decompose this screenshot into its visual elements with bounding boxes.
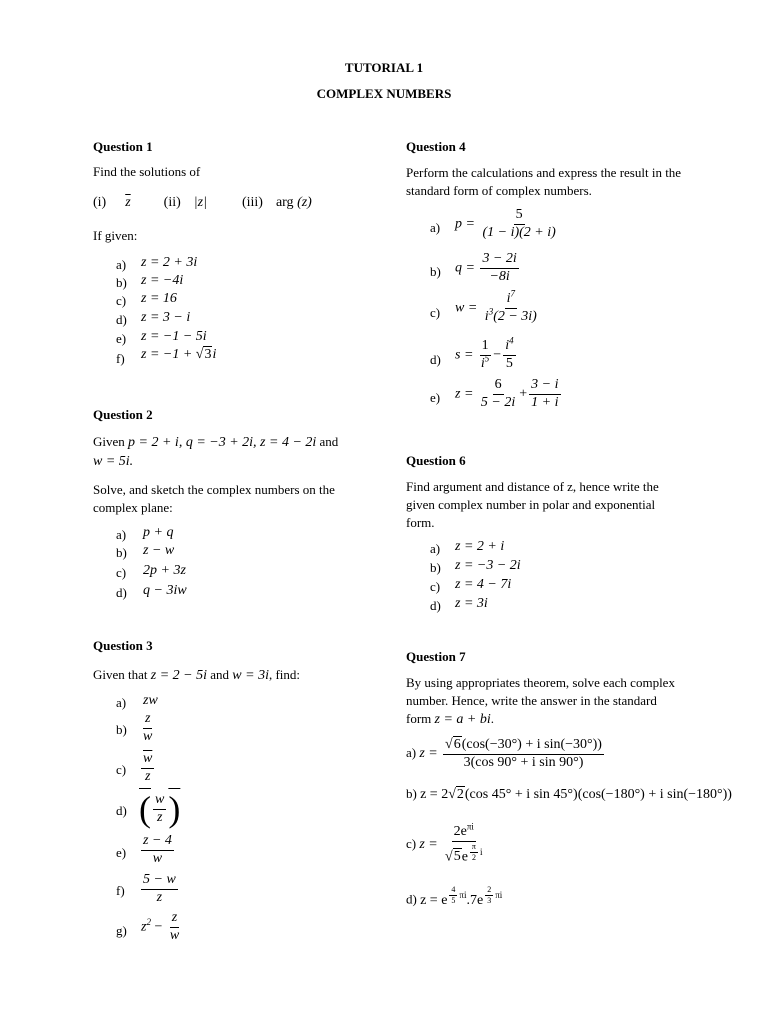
q4-label-d: d): [430, 352, 441, 367]
q1-item-b: z = −4i: [141, 273, 184, 288]
fraction-denominator: 1 + i: [531, 394, 559, 410]
q6-label-b: b): [430, 560, 441, 575]
q1-item-f-prefix: z = −1 +: [141, 347, 196, 362]
q3-label-a: a): [116, 695, 127, 710]
q1-label-e: e): [116, 331, 127, 346]
exponent-numerator: 4: [449, 886, 457, 896]
lhs: q =: [455, 260, 475, 276]
q1-item-f-tail: i: [212, 347, 217, 362]
exponent-numerator: π: [470, 843, 478, 853]
question-2-instruction: Solve, and sketch the complex numbers on the complex plane:: [93, 482, 335, 515]
intro-text: By using appropriates theorem, solve each complex number. Hence, write the answer in the standard form: [406, 675, 675, 726]
fraction-denominator: 5 − 2i: [480, 394, 516, 410]
sqrt-radicand: 2: [456, 787, 464, 802]
denominator-factor: (2 − 3i): [493, 308, 537, 324]
i-base: i: [484, 308, 489, 324]
q1-label-b: b): [116, 275, 127, 290]
question-1-intro: Find the solutions of: [93, 164, 201, 179]
right-paren: ): [168, 789, 181, 829]
question-2-w: w = 5i.: [93, 454, 134, 469]
q3-label-d: d): [116, 803, 127, 818]
given-word: Given: [93, 434, 125, 449]
q3-item-d: [139, 788, 180, 830]
q2-label-b: b): [116, 545, 127, 560]
sqrt-sign: √: [195, 347, 204, 362]
q2-item-b: z − w: [143, 543, 175, 558]
exponent: 7: [510, 288, 516, 299]
lhs: p =: [455, 216, 475, 232]
q1-item-a: z = 2 + 3i: [141, 255, 198, 270]
exponent-i: i: [479, 846, 483, 857]
q1-label-f: f): [116, 351, 125, 366]
q4-item-b: [455, 252, 521, 284]
and-word: and: [319, 434, 339, 449]
exponent: 2: [146, 916, 151, 927]
left-paren: (: [139, 789, 151, 829]
q7-label-b: b): [406, 786, 417, 801]
q2-item-a: p + q: [143, 525, 174, 540]
exponent-pi-i: πi: [459, 889, 467, 900]
z-base: z: [141, 919, 147, 935]
sqrt-radicand: 5: [453, 849, 461, 865]
exponent: 3: [488, 306, 494, 317]
sqrt-radicand: 6: [453, 737, 461, 752]
i-base: i: [505, 338, 510, 353]
question-1-parts: [93, 195, 312, 211]
q6-item-d: z = 3i: [455, 596, 488, 611]
fraction-numerator: 3 − i: [529, 378, 560, 395]
fraction-denominator: −8i: [489, 268, 510, 284]
fraction-numerator: w: [153, 793, 166, 810]
modulus-z: |z|: [193, 195, 207, 210]
z-value: z = 2 − 5i: [150, 668, 207, 683]
question-6-intro: Find argument and distance of z, hence write the given complex number in polar and exponential form.: [406, 479, 659, 530]
q7-item-b: [406, 786, 732, 803]
q1-label-d: d): [116, 312, 127, 327]
q7-item-c: [406, 821, 486, 865]
q4-label-a: a): [430, 220, 441, 235]
q2-item-d: q − 3iw: [143, 583, 187, 598]
q4-label-b: b): [430, 264, 441, 279]
exponent-numerator: 2: [485, 886, 493, 896]
exp-base: e: [461, 849, 468, 865]
period: .: [490, 711, 495, 726]
q7-item-a: [406, 738, 606, 770]
exponent-pi-i: πi: [495, 889, 503, 900]
question-4-heading: Question 4: [406, 139, 466, 154]
q1-item-d: z = 3 − i: [141, 310, 191, 325]
q4-label-c: c): [430, 305, 441, 320]
q6-item-a: z = 2 + i: [455, 539, 505, 554]
fraction-numerator: $\overline{w}$: [141, 752, 154, 769]
q4-item-a: [455, 208, 560, 240]
q6-item-c: z = 4 − 7i: [455, 577, 512, 592]
denominator-polar: 3(cos 90° + i sin 90°): [463, 754, 584, 770]
q4-label-e: e): [430, 390, 441, 405]
fraction-denominator: 5: [505, 355, 513, 371]
w-value: w = 3i: [232, 668, 269, 683]
fraction-numerator: 6: [493, 378, 504, 395]
find-word: , find:: [268, 667, 301, 682]
q3-item-f: [139, 873, 180, 905]
q3-label-e: e): [116, 845, 127, 860]
q3-label-g: g): [116, 923, 127, 938]
sqrt-sign: √: [448, 787, 456, 802]
question-3-given: [93, 666, 300, 685]
fraction-denominator: w: [143, 728, 153, 744]
part-ii-label: (ii): [163, 195, 181, 210]
exponent-denominator: 2: [471, 853, 476, 863]
sqrt-sign: √: [445, 849, 453, 865]
sqrt-sign: √: [445, 737, 453, 752]
q6-item-b: z = −3 − 2i: [455, 558, 521, 573]
q7-label-d: d): [406, 891, 417, 907]
q2-label-c: c): [116, 565, 127, 580]
exp-base: 2e: [453, 824, 467, 839]
question-6-heading: Question 6: [406, 453, 466, 468]
q4-item-c: [455, 288, 541, 324]
fraction-denominator: (1 − i)(2 + i): [482, 224, 556, 240]
part-iii-label: (iii): [241, 195, 263, 210]
q6-label-a: a): [430, 541, 441, 556]
page-subtitle: COMPLEX NUMBERS: [316, 86, 452, 101]
question-4-intro: Perform the calculations and express the result in the standard form of complex numbers.: [406, 165, 682, 198]
sqrt-3-radicand: 3: [204, 347, 212, 362]
q3-item-g: [141, 911, 183, 943]
i-base: i: [506, 291, 511, 306]
exponent-denominator: 3: [487, 896, 492, 906]
given-values: p = 2 + i, q = −3 + 2i, z = 4 − 2i: [128, 435, 317, 450]
fraction-denominator: z: [156, 889, 163, 905]
q1-label-c: c): [116, 293, 127, 308]
fraction-numerator: 3 − 2i: [480, 252, 518, 269]
question-7-intro: [406, 674, 676, 729]
lhs: z =: [419, 836, 438, 852]
numerator-polar: (cos(−30°) + i sin(−30°)): [461, 737, 602, 752]
q6-label-d: d): [430, 598, 441, 613]
exponent: 5: [484, 353, 490, 364]
lhs: w =: [455, 300, 478, 316]
q2-label-a: a): [116, 527, 127, 542]
fraction-denominator: z: [156, 809, 163, 825]
exponent-denominator: 5: [451, 896, 456, 906]
fraction-numerator: z: [170, 911, 179, 928]
fraction-numerator: z − 4: [141, 834, 174, 851]
and-word: and: [210, 667, 230, 682]
fraction-denominator: w: [169, 927, 180, 943]
q1-item-c: z = 16: [141, 291, 177, 306]
lhs: s =: [455, 347, 474, 363]
arg-argument: (z): [297, 195, 312, 210]
fraction-denominator: z: [144, 768, 151, 784]
fraction-numerator: 5: [514, 208, 525, 225]
plus-sign: +: [519, 386, 528, 402]
minus-sign: −: [493, 347, 502, 363]
arg-function: arg: [275, 195, 294, 210]
q3-label-f: f): [116, 883, 125, 898]
q1-item-f: [141, 347, 216, 363]
fraction-numerator: 5 − w: [141, 873, 178, 890]
q1-label-a: a): [116, 257, 127, 272]
q3-label-b: b): [116, 722, 127, 737]
exponent: 4: [509, 335, 514, 346]
fraction-numerator: z: [143, 712, 152, 729]
lhs: z =: [419, 746, 438, 762]
standard-form: z = a + bi: [434, 712, 491, 727]
q7-item-d: [406, 886, 502, 909]
page-title: TUTORIAL 1: [344, 60, 424, 75]
q4-item-e: [455, 378, 563, 410]
given-that-word: Given that: [93, 667, 148, 682]
question-3-heading: Question 3: [93, 638, 153, 653]
q6-label-c: c): [430, 579, 441, 594]
q3-item-a: zw: [143, 693, 158, 708]
question-1-heading: Question 1: [93, 139, 153, 154]
conjugate-z: $\overline{z}$: [125, 195, 131, 210]
question-2-given: [93, 433, 363, 452]
q3-item-e: [139, 834, 176, 866]
q3-item-c: [139, 752, 156, 784]
q3-item-b: [139, 712, 156, 744]
lhs: z =: [455, 386, 474, 402]
lhs: z = e: [420, 892, 448, 908]
fraction-denominator: w: [152, 850, 163, 866]
exponent: πi: [466, 821, 474, 832]
question-7-heading: Question 7: [406, 649, 466, 664]
q1-item-e: z = −1 − 5i: [141, 329, 207, 344]
minus-sign: −: [150, 919, 166, 935]
q2-item-c: 2p + 3z: [143, 563, 186, 578]
q7-label-c: c): [406, 835, 417, 851]
i-base: i: [480, 355, 485, 371]
q4-item-d: [455, 335, 518, 371]
question-2-heading: Question 2: [93, 407, 153, 422]
q7-label-a: a): [406, 745, 417, 761]
q3-label-c: c): [116, 762, 127, 777]
polar-product: (cos 45° + i sin 45°)(cos(−180°) + i sin(−180°)): [464, 787, 732, 802]
part-i-label: (i): [93, 195, 107, 210]
fraction-numerator: 1: [480, 339, 491, 356]
question-1-given: If given:: [93, 228, 138, 243]
q2-label-d: d): [116, 585, 127, 600]
coefficient: z = 2: [420, 787, 449, 802]
middle-factor: .7e: [466, 892, 484, 908]
